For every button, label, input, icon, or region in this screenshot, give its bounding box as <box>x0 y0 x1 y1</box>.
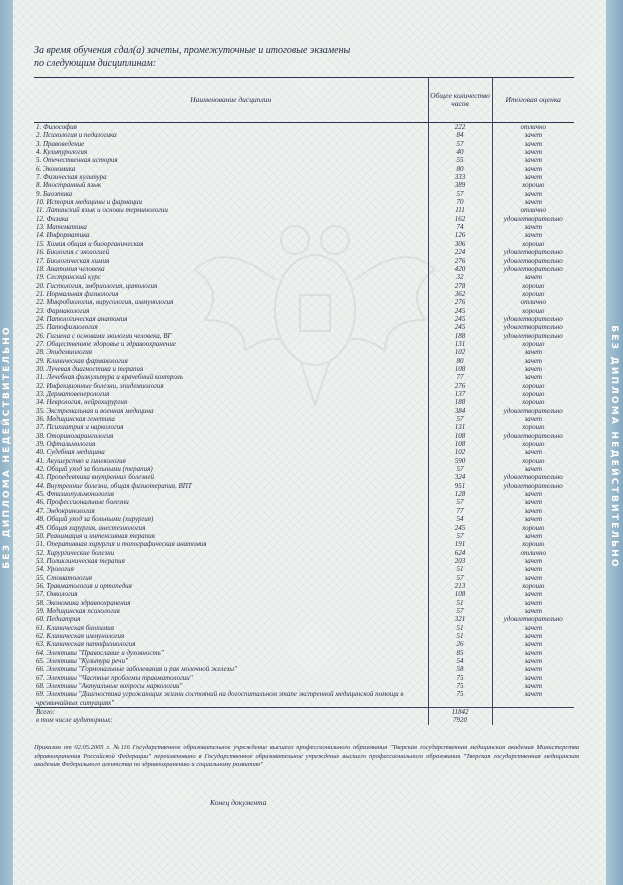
discipline-name: 58. Экономика здравоохранения <box>36 598 131 607</box>
discipline-name: 66. Элективы "Гормональные заболевания и рак молочной железы" <box>36 665 237 674</box>
table-row <box>34 682 574 690</box>
discipline-grade: зачет <box>492 448 574 456</box>
table-row <box>34 206 574 214</box>
table-row <box>34 190 574 198</box>
discipline-name: 11. Латинский язык и основы терминологии <box>36 206 168 215</box>
discipline-grade: зачет <box>492 173 574 181</box>
discipline-hours: 276 <box>428 382 492 390</box>
heading-line-1: За время обучения сдал(а) зачеты, промежуточные и итоговые экзамены <box>34 45 351 56</box>
discipline-hours: 276 <box>428 257 492 265</box>
discipline-hours: 137 <box>428 390 492 398</box>
discipline-grade: зачет <box>492 515 574 523</box>
table-row <box>34 490 574 498</box>
discipline-hours: 245 <box>428 524 492 532</box>
discipline-grade: зачет <box>492 532 574 540</box>
discipline-name: 54. Урология <box>36 565 74 574</box>
discipline-hours: 26 <box>428 640 492 648</box>
table-row <box>34 123 574 132</box>
discipline-grade: удовлетворительно <box>492 432 574 440</box>
discipline-name: 65. Элективы "Культура речи" <box>36 657 128 665</box>
table-row <box>34 382 574 390</box>
table-row <box>34 540 574 548</box>
discipline-name: 27. Общественное здоровье и здравоохранение <box>36 339 176 348</box>
table-row <box>34 173 574 181</box>
discipline-name: 63. Клиническая патофизиология <box>36 640 136 649</box>
table-row <box>34 607 574 615</box>
discipline-name: 64. Элективы "Православие и духовность" <box>36 648 164 657</box>
discipline-grade: зачет <box>492 415 574 423</box>
discipline-name: 12. Физика <box>36 214 69 223</box>
discipline-hours: 77 <box>428 507 492 515</box>
discipline-hours: 362 <box>428 290 492 298</box>
table-row <box>34 407 574 415</box>
discipline-name: 26. Гигиена с основами экологии человека, ВГ <box>36 331 172 340</box>
discipline-hours: 222 <box>428 123 492 132</box>
discipline-name: 15. Химия общая и биоорганическая <box>36 239 144 248</box>
discipline-grade: отлично <box>492 206 574 214</box>
discipline-grade: удовлетворительно <box>492 482 574 490</box>
discipline-grade: хорошо <box>492 582 574 590</box>
discipline-hours: 590 <box>428 457 492 465</box>
discipline-name: 56. Травматология и ортопедия <box>36 581 132 590</box>
table-row <box>34 215 574 223</box>
table-row <box>34 273 574 281</box>
discipline-hours: 333 <box>428 173 492 181</box>
discipline-grade: удовлетворительно <box>492 315 574 323</box>
discipline-hours: 224 <box>428 248 492 256</box>
classroom-label: в том числе аудиторных: <box>36 716 113 725</box>
discipline-hours: 276 <box>428 298 492 306</box>
discipline-grade: зачет <box>492 231 574 239</box>
table-row <box>34 398 574 406</box>
discipline-hours: 111 <box>428 206 492 214</box>
discipline-grade: зачет <box>492 690 574 707</box>
discipline-name: 35. Экстремальная и военная медицина <box>36 406 154 415</box>
discipline-name: 25. Патофизиология <box>36 323 98 332</box>
table-row <box>34 290 574 298</box>
discipline-grade: зачет <box>492 156 574 164</box>
discipline-name: 43. Пропедевтика внутренних болезней <box>36 473 155 482</box>
discipline-name: 24. Патологическая анатомия <box>36 314 128 323</box>
discipline-hours: 54 <box>428 515 492 523</box>
discipline-grade: зачет <box>492 198 574 206</box>
table-row <box>34 265 574 273</box>
table-row <box>34 423 574 431</box>
discipline-name: 13. Математика <box>36 223 87 232</box>
discipline-hours: 131 <box>428 340 492 348</box>
classroom-row <box>34 716 574 724</box>
table-row <box>34 549 574 557</box>
discipline-name: 53. Поликлиническая терапия <box>36 556 125 565</box>
discipline-name: 21. Нормальная физиология <box>36 289 119 298</box>
table-row <box>34 390 574 398</box>
discipline-name: 41. Акушерство и гинекология <box>36 456 126 465</box>
discipline-grade: зачет <box>492 682 574 690</box>
table-row <box>34 657 574 665</box>
discipline-hours: 75 <box>428 682 492 690</box>
discipline-name: 1. Философия <box>36 123 77 131</box>
table-body <box>34 123 574 708</box>
discipline-hours: 245 <box>428 315 492 323</box>
discipline-grade: зачет <box>492 574 574 582</box>
discipline-name: 40. Судебная медицина <box>36 448 105 457</box>
discipline-hours: 102 <box>428 448 492 456</box>
discipline-name: 39. Офтальмология <box>36 440 96 449</box>
left-strip-text: БЕЗ ДИПЛОМА НЕДЕЙСТВИТЕЛЬНО <box>2 325 12 569</box>
table-row <box>34 532 574 540</box>
header-total-hours: Общее количество часов <box>428 78 492 123</box>
table-row <box>34 357 574 365</box>
discipline-hours: 57 <box>428 465 492 473</box>
discipline-hours: 188 <box>428 332 492 340</box>
table-row <box>34 240 574 248</box>
discipline-grade: зачет <box>492 665 574 673</box>
discipline-name: 49. Общая хирургия, анестезиология <box>36 523 146 532</box>
table-row <box>34 440 574 448</box>
discipline-hours: 306 <box>428 240 492 248</box>
header-final-grade: Итоговая оценка <box>492 78 574 123</box>
table-row <box>34 348 574 356</box>
discipline-name: 61. Клиническая биохимия <box>36 623 114 632</box>
table-row <box>34 498 574 506</box>
discipline-grade: удовлетворительно <box>492 615 574 623</box>
discipline-grade: зачет <box>492 131 574 139</box>
table-row <box>34 615 574 623</box>
table-row <box>34 131 574 139</box>
discipline-grade: хорошо <box>492 524 574 532</box>
discipline-grade: хорошо <box>492 540 574 548</box>
discipline-hours: 58 <box>428 665 492 673</box>
discipline-hours: 102 <box>428 348 492 356</box>
discipline-name: 69. Элективы "Диагностика угрожающих жизни состояний на догоспитальном этапе экстренной медицинской помощи в чрезвычайных ситуациях" <box>36 690 404 707</box>
discipline-grade: зачет <box>492 507 574 515</box>
discipline-grade: зачет <box>492 498 574 506</box>
discipline-hours: 51 <box>428 565 492 573</box>
discipline-hours: 51 <box>428 632 492 640</box>
discipline-grade: зачет <box>492 565 574 573</box>
discipline-grade: зачет <box>492 640 574 648</box>
left-security-strip <box>0 0 13 885</box>
table-row <box>34 282 574 290</box>
discipline-grade: удовлетворительно <box>492 407 574 415</box>
discipline-name: 47. Эндокринология <box>36 506 95 515</box>
discipline-grade: зачет <box>492 465 574 473</box>
discipline-grade: зачет <box>492 490 574 498</box>
discipline-hours: 324 <box>428 473 492 481</box>
table-row <box>34 298 574 306</box>
table-row <box>34 465 574 473</box>
discipline-grade: удовлетворительно <box>492 215 574 223</box>
table-row <box>34 181 574 189</box>
discipline-name: 23. Фармакология <box>36 306 90 315</box>
table-row <box>34 432 574 440</box>
discipline-hours: 420 <box>428 265 492 273</box>
table-row <box>34 524 574 532</box>
discipline-grade: хорошо <box>492 457 574 465</box>
discipline-hours: 51 <box>428 599 492 607</box>
table-row <box>34 632 574 640</box>
discipline-hours: 55 <box>428 156 492 164</box>
discipline-name: 10. История медицины и фармации <box>36 198 142 207</box>
table-row <box>34 599 574 607</box>
table-row <box>34 231 574 239</box>
table-row <box>34 248 574 256</box>
discipline-hours: 131 <box>428 423 492 431</box>
discipline-hours: 57 <box>428 140 492 148</box>
table-row <box>34 307 574 315</box>
discipline-hours: 245 <box>428 307 492 315</box>
discipline-name: 22. Микробиология, вирусология, иммунология <box>36 298 174 307</box>
table-row <box>34 340 574 348</box>
discipline-name: 30. Лучевая диагностика и терапия <box>36 364 144 373</box>
discipline-name: 17. Биологическая химия <box>36 256 110 265</box>
table-row <box>34 315 574 323</box>
table-row <box>34 457 574 465</box>
table-row <box>34 665 574 673</box>
table-row <box>34 223 574 231</box>
heading-line-2: по следующим дисциплинам: <box>34 58 157 69</box>
table-row <box>34 482 574 490</box>
discipline-hours: 389 <box>428 181 492 189</box>
discipline-name: 68. Элективы "Актуальные вопросы наркологии" <box>36 682 183 691</box>
document-heading <box>34 44 574 70</box>
table-row <box>34 649 574 657</box>
discipline-grade: зачет <box>492 165 574 173</box>
discipline-grade: зачет <box>492 674 574 682</box>
discipline-grade: удовлетворительно <box>492 473 574 481</box>
discipline-name: 4. Культурология <box>36 148 88 157</box>
discipline-name: 2. Психология и педагогика <box>36 131 117 140</box>
discipline-name: 62. Клиническая иммунология <box>36 631 125 640</box>
discipline-grade: удовлетворительно <box>492 323 574 331</box>
table-row <box>34 165 574 173</box>
table-row <box>34 507 574 515</box>
discipline-grade: хорошо <box>492 423 574 431</box>
discipline-grade: зачет <box>492 365 574 373</box>
discipline-hours: 74 <box>428 223 492 231</box>
table-row <box>34 415 574 423</box>
discipline-grade: зачет <box>492 273 574 281</box>
discipline-grade: зачет <box>492 649 574 657</box>
discipline-name: 36. Медицинская генетика <box>36 415 115 424</box>
discipline-name: 34. Неврология, нейрохирургия <box>36 398 128 407</box>
discipline-grade: зачет <box>492 657 574 665</box>
discipline-grade: зачет <box>492 557 574 565</box>
discipline-hours: 57 <box>428 190 492 198</box>
table-row <box>34 582 574 590</box>
table-row <box>34 323 574 331</box>
table-row <box>34 140 574 148</box>
discipline-hours: 624 <box>428 549 492 557</box>
discipline-hours: 75 <box>428 674 492 682</box>
discipline-grade: зачет <box>492 590 574 598</box>
discipline-hours: 203 <box>428 557 492 565</box>
discipline-name: 57. Онкология <box>36 590 78 599</box>
discipline-name: 14. Информатика <box>36 231 90 240</box>
table-row <box>34 332 574 340</box>
discipline-grade: хорошо <box>492 398 574 406</box>
discipline-grade: хорошо <box>492 240 574 248</box>
discipline-name: 8. Иностранный язык <box>36 181 102 190</box>
discipline-name: 67. Элективы "Частные проблемы травматологии" <box>36 673 193 682</box>
rename-order-note: Приказом от 02.05.2005 г. №116 Государственное образовательное учреждение высшего профессионального образования "Тверская государственная медицинская академия Министерства здравоохранения Российской Федерации" переименовано в Государственное образовательное учреждение высшего профессионального образования "Тверская государственная медицинская академия Федерального агентства по здравоохранению и социальному развитию" <box>34 744 579 769</box>
discipline-hours: 57 <box>428 532 492 540</box>
table-row <box>34 473 574 481</box>
discipline-hours: 70 <box>428 198 492 206</box>
discipline-grade: хорошо <box>492 340 574 348</box>
discipline-grade: зачет <box>492 190 574 198</box>
discipline-name: 48. Общий уход за больными (хирургия) <box>36 515 154 524</box>
discipline-name: 46. Профессиональные болезни <box>36 498 129 507</box>
table-row <box>34 257 574 265</box>
discipline-grade: отлично <box>492 549 574 557</box>
discipline-grade: зачет <box>492 624 574 632</box>
discipline-grade: зачет <box>492 373 574 381</box>
discipline-hours: 51 <box>428 624 492 632</box>
discipline-name: 60. Педиатрия <box>36 615 81 624</box>
discipline-hours: 57 <box>428 498 492 506</box>
table-row <box>34 690 574 707</box>
discipline-hours: 108 <box>428 440 492 448</box>
discipline-name: 6. Экономика <box>36 164 76 173</box>
discipline-name: 50. Реанимация и интенсивная терапия <box>36 531 155 540</box>
discipline-hours: 80 <box>428 357 492 365</box>
discipline-name: 9. Биоэтика <box>36 189 73 198</box>
disciplines-table <box>34 77 574 725</box>
discipline-grade: удовлетворительно <box>492 265 574 273</box>
discipline-grade: зачет <box>492 148 574 156</box>
discipline-grade: отлично <box>492 298 574 306</box>
discipline-hours: 57 <box>428 607 492 615</box>
discipline-name: 28. Эпидемиология <box>36 348 93 357</box>
discipline-hours: 245 <box>428 323 492 331</box>
table-row <box>34 365 574 373</box>
discipline-hours: 951 <box>428 482 492 490</box>
discipline-grade: хорошо <box>492 290 574 298</box>
discipline-grade: удовлетворительно <box>492 248 574 256</box>
discipline-name: 20. Гистология, эмбриология, цитология <box>36 281 158 290</box>
total-row <box>34 707 574 716</box>
discipline-hours: 188 <box>428 398 492 406</box>
discipline-grade: удовлетворительно <box>492 257 574 265</box>
discipline-name: 32. Инфекционные болезни, эпидемиология <box>36 381 164 390</box>
discipline-hours: 57 <box>428 574 492 582</box>
discipline-hours: 128 <box>428 490 492 498</box>
discipline-hours: 77 <box>428 373 492 381</box>
discipline-hours: 108 <box>428 590 492 598</box>
discipline-grade: зачет <box>492 632 574 640</box>
table-row <box>34 640 574 648</box>
discipline-hours: 84 <box>428 131 492 139</box>
table-row <box>34 590 574 598</box>
discipline-hours: 191 <box>428 540 492 548</box>
discipline-hours: 126 <box>428 231 492 239</box>
discipline-name: 31. Лечебная физкультура и врачебный контроль <box>36 373 183 382</box>
table-row <box>34 373 574 381</box>
discipline-name: 52. Хирургические болезни <box>36 548 115 557</box>
table-row <box>34 565 574 573</box>
discipline-name: 55. Стоматология <box>36 573 93 582</box>
discipline-hours: 108 <box>428 432 492 440</box>
document-end-label: Конец документа <box>210 798 267 807</box>
discipline-grade: зачет <box>492 607 574 615</box>
discipline-hours: 213 <box>428 582 492 590</box>
discipline-grade: зачет <box>492 140 574 148</box>
discipline-hours: 321 <box>428 615 492 623</box>
discipline-grade: хорошо <box>492 181 574 189</box>
discipline-grade: хорошо <box>492 282 574 290</box>
discipline-name: 16. Биология с экологией <box>36 248 110 257</box>
discipline-name: 33. Дерматовенерология <box>36 390 110 398</box>
table-row <box>34 624 574 632</box>
table-row <box>34 674 574 682</box>
discipline-grade: отлично <box>492 123 574 132</box>
discipline-name: 5. Отечественная история <box>36 156 118 165</box>
discipline-name: 38. Оториноларингология <box>36 431 114 440</box>
discipline-name: 45. Фтизиопульмонология <box>36 490 114 499</box>
discipline-hours: 162 <box>428 215 492 223</box>
discipline-hours: 57 <box>428 415 492 423</box>
discipline-hours: 85 <box>428 649 492 657</box>
table-row <box>34 515 574 523</box>
header-discipline-name: Наименование дисциплин <box>34 78 428 123</box>
discipline-hours: 40 <box>428 148 492 156</box>
discipline-grade: хорошо <box>492 307 574 315</box>
discipline-grade: хорошо <box>492 440 574 448</box>
discipline-name: 3. Правоведение <box>36 139 85 148</box>
discipline-hours: 80 <box>428 165 492 173</box>
classroom-hours: 7920 <box>428 716 492 724</box>
discipline-name: 18. Анатомия человека <box>36 264 105 273</box>
discipline-name: 37. Психиатрия и наркология <box>36 423 124 432</box>
discipline-grade: хорошо <box>492 382 574 390</box>
discipline-grade: зачет <box>492 357 574 365</box>
table-row <box>34 448 574 456</box>
discipline-grade: удовлетворительно <box>492 332 574 340</box>
discipline-grade: зачет <box>492 599 574 607</box>
discipline-name: 7. Физическая культура <box>36 173 107 182</box>
discipline-name: 42. Общий уход за больными (терапия) <box>36 465 153 474</box>
table-row <box>34 156 574 164</box>
discipline-hours: 278 <box>428 282 492 290</box>
discipline-hours: 32 <box>428 273 492 281</box>
table-row <box>34 148 574 156</box>
total-label: Всего: <box>34 707 428 716</box>
discipline-hours: 75 <box>428 690 492 707</box>
discipline-grade: хорошо <box>492 390 574 398</box>
discipline-name: 44. Внутренние болезни, общая физиотерапия, ВПТ <box>36 481 192 490</box>
total-hours: 11842 <box>428 707 492 716</box>
discipline-name: 59. Медицинская психология <box>36 606 120 615</box>
discipline-name: 19. Сестринский курс <box>36 273 101 282</box>
right-strip-text: БЕЗ ДИПЛОМА НЕДЕЙСТВИТЕЛЬНО <box>609 325 619 569</box>
table-row <box>34 198 574 206</box>
discipline-grade: зачет <box>492 348 574 356</box>
discipline-name: 29. Клиническая фармакология <box>36 356 128 365</box>
table-row <box>34 574 574 582</box>
discipline-name: 51. Оперативная хирургия и топографическая анатомия <box>36 540 207 549</box>
table-row <box>34 557 574 565</box>
discipline-grade: зачет <box>492 223 574 231</box>
discipline-hours: 108 <box>428 365 492 373</box>
table-header-row <box>34 78 574 123</box>
discipline-hours: 54 <box>428 657 492 665</box>
discipline-hours: 384 <box>428 407 492 415</box>
